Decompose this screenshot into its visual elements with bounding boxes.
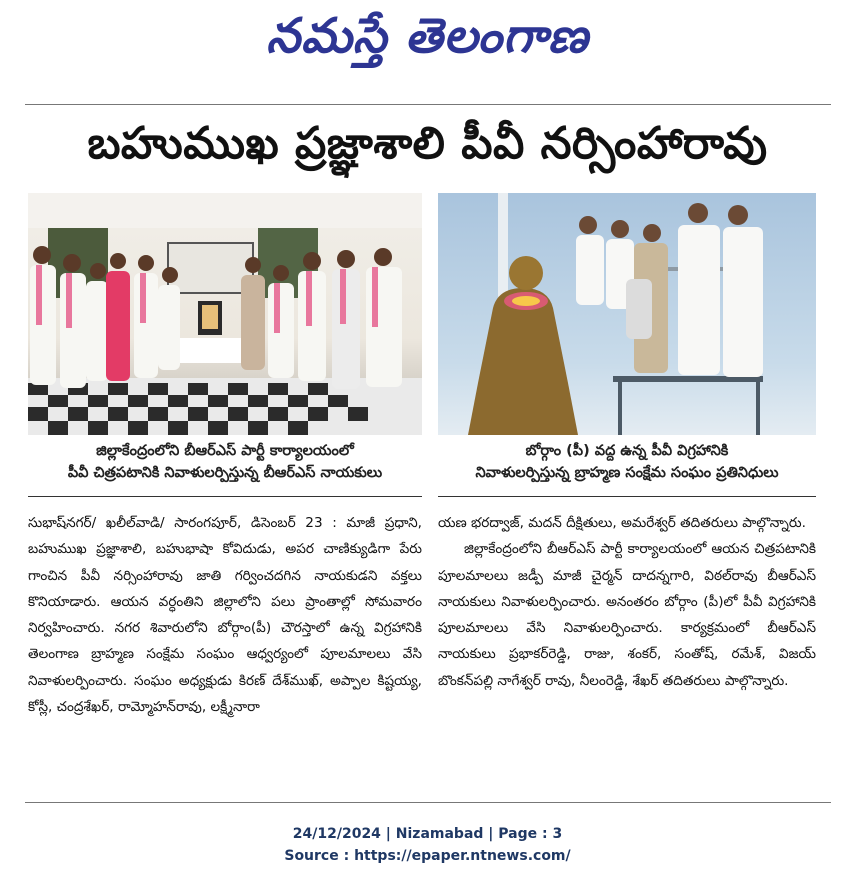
- photo-caption-left: [28, 440, 422, 484]
- footer-date-edition: 24/12/2024 | Nizamabad | Page : 3: [292, 826, 563, 842]
- caption-rule-right: [438, 496, 816, 497]
- article-right-paragraph-1: యణ భరద్వాజ్, మదన్ దీక్షితులు, అమరేశ్వర్ తదితరులు పాల్గొన్నారు.: [438, 515, 806, 531]
- caption-right-line-1: బోర్గాం (పీ) వద్ద ఉన్న పీవీ విగ్రహానికి: [525, 443, 729, 459]
- photo-caption-right: [438, 440, 816, 484]
- bottom-rule: [25, 802, 831, 803]
- article-right-paragraph-2: జిల్లాకేంద్రంలోని బీఆర్‌ఎస్ పార్టీ కార్యాలయంలో ఆయన చిత్రపటానికి పూలమాలలు జడ్పీ మాజీ చైర్మన్ దాదన్నగారి, విఠల్‌రావు బీఆర్‌ఎస్ నాయకులు నివాళులర్పించారు. అనంతరం బోర్గాం (పీ)లో పీవీ విగ్రహానికి పూలమాలలు వేసి నివాళులర్పించారు. కార్యక్రమంలో బీఆర్‌ఎస్ నాయకులు ప్రభాకర్‌రెడ్డి, రాజు, శంకర్, సంతోష్, రమేశ్, విజయ్ బొంకన్‌పల్లి నాగేశ్వర్ రావు, నీలంరెడ్డి, శేఖర్ తదితరులు పాల్గొన్నారు.: [438, 541, 816, 689]
- article-headline: బహుముఖ ప్రజ్ఞాశాలి పీవీ నర్సింహారావు: [87, 118, 768, 169]
- photo-pv-statue-illustration: [438, 193, 816, 435]
- caption-left-line-1: జిల్లాకేంద్రంలోని బీఆర్‌ఎస్ పార్టీ కార్యాలయంలో: [96, 443, 354, 459]
- masthead-logo: నమస్తే తెలంగాణ: [266, 8, 589, 64]
- article-column-right: [438, 510, 816, 694]
- caption-right-line-2: నివాళులర్పిస్తున్న బ్రాహ్మణ సంక్షేమ సంఘం ప్రతినిధులు: [475, 465, 779, 481]
- photo-party-office: [28, 193, 422, 435]
- caption-left-line-2: పీవీ చిత్రపటానికి నివాళులర్పిస్తున్న బీఆర్‌ఎస్ నాయకులు: [67, 465, 383, 481]
- top-rule: [25, 104, 831, 105]
- article-left-text: సుభాష్‌నగర్/ ఖలీల్‌వాడి/ సారంగపూర్, డిసెంబర్ 23 : మాజీ ప్రధాని, బహుముఖ ప్రజ్ఞాశాలి, బహుభాషా కోవిదుడు, అపర చాణిక్యుడిగా పేరు గాంచిన పీవీ నర్సింహారావు జాతి గర్వించదగిన నాయకుడని వక్తలు కొనియాడారు. ఆయన వర్ధంతిని జిల్లాలోని పలు ప్రాంతాల్లో సోమవారం నిర్వహించారు. నగర శివారులోని బోర్గాం(పీ) చౌరస్తాలో ఉన్న విగ్రహానికి తెలంగాణ బ్రాహ్మణ సంక్షేమ సంఘం ఆధ్వర్యంలో పూలమాలలు వేసి నివాళులర్పించారు. సంఘం అధ్యక్షుడు కిరణ్ దేశ్‌ముఖ్, అప్పాల కిష్టయ్య, కోస్లీ, చంద్రశేఖర్, రామ్మోహన్‌రావు, లక్ష్మీనారా: [28, 515, 422, 716]
- caption-rule-left: [28, 496, 422, 497]
- footer-source-link[interactable]: Source : https://epaper.ntnews.com/: [284, 848, 571, 864]
- article-column-left: [28, 510, 422, 720]
- photo-pv-statue: [438, 193, 816, 435]
- photo-party-office-illustration: [28, 193, 422, 435]
